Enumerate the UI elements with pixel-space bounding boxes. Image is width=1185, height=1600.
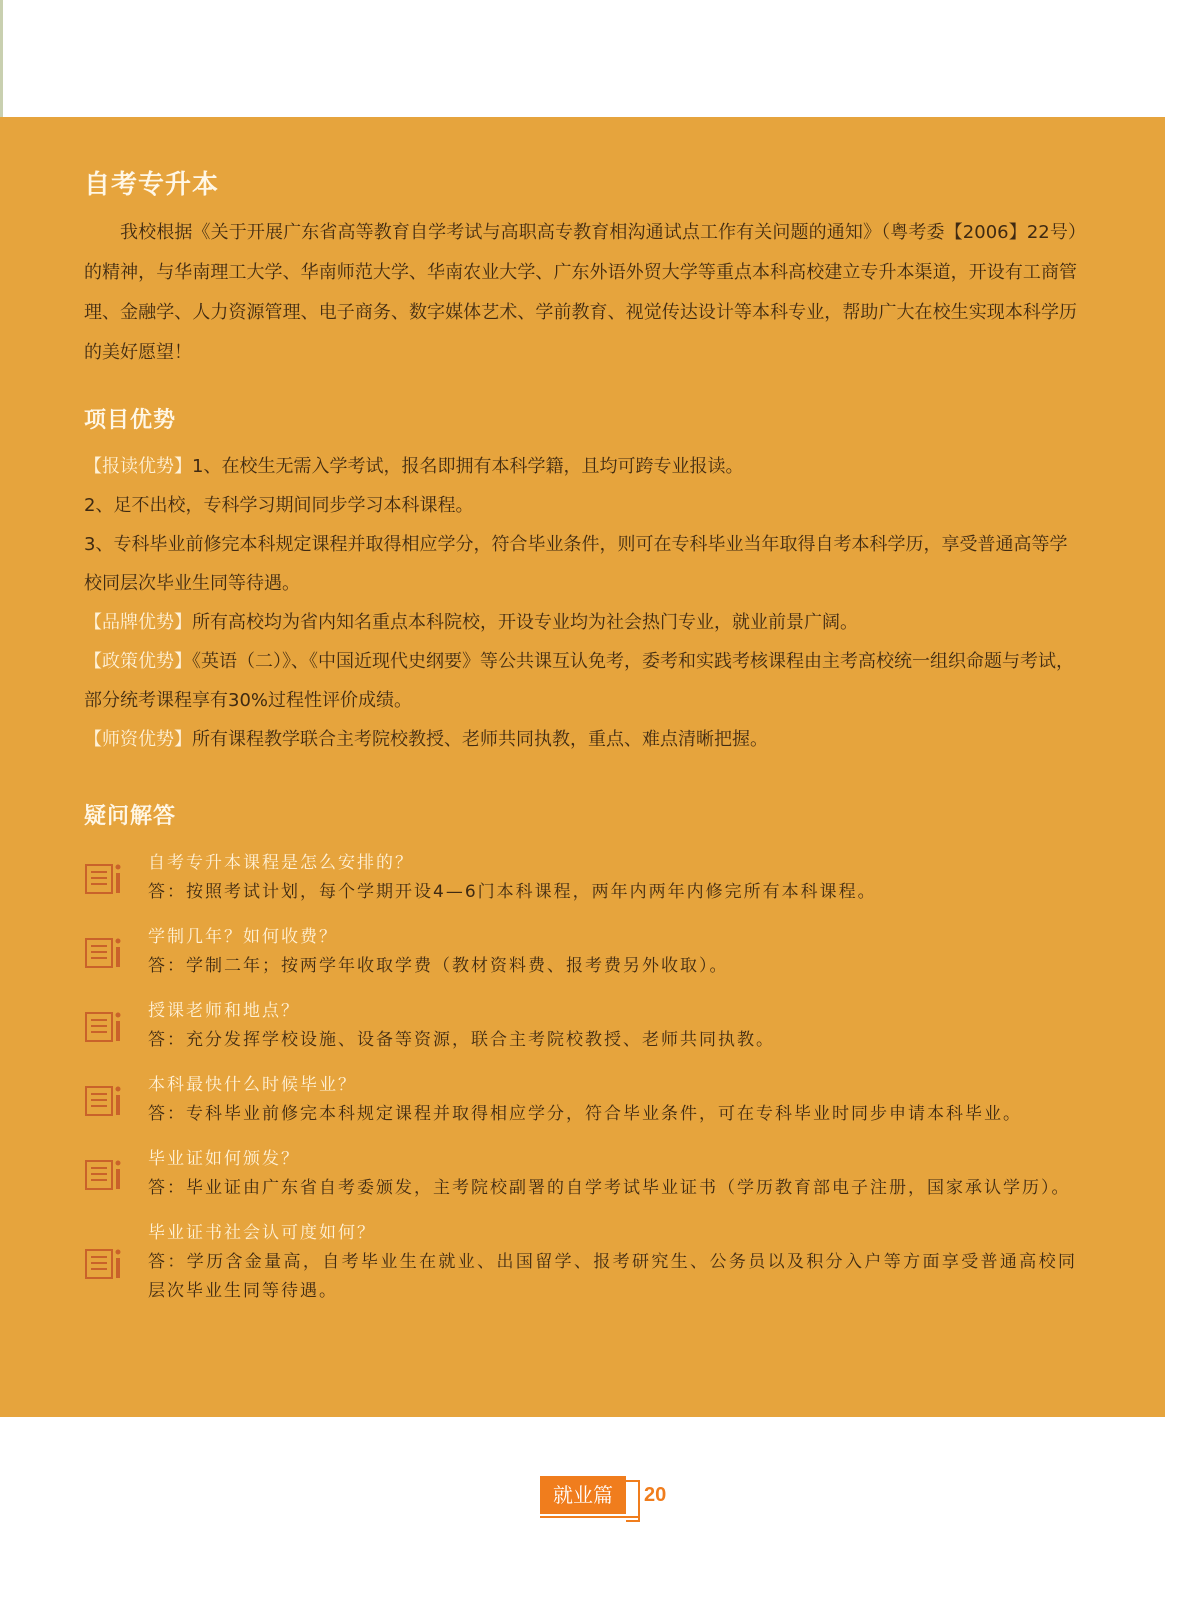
advantage-item <box>84 603 1077 642</box>
faq-question: 授课老师和地点？ <box>148 1001 300 1021</box>
faq-list <box>84 849 1077 1306</box>
page-number: 20 <box>644 1484 667 1506</box>
faq-question: 学制几年？如何收费？ <box>148 927 338 947</box>
faq-text <box>148 1145 1077 1203</box>
faq-text <box>148 923 1077 981</box>
footer-underline <box>540 1516 638 1518</box>
advantage-text: 1、在校生无需入学考试，报名即拥有本科学籍，且均可跨专业报读。 <box>192 456 744 477</box>
advantage-item <box>84 486 1077 525</box>
faq-item <box>84 1145 1077 1203</box>
advantage-text: 3、专科毕业前修完本科规定课程并取得相应学分，符合毕业条件，则可在专科毕业当年取得自考本科学历，享受普通高等学校同层次毕业生同等待遇。 <box>84 534 1068 594</box>
advantage-text: 所有课程教学联合主考院校教授、老师共同执教，重点、难点清晰把握。 <box>192 729 768 750</box>
faq-item <box>84 849 1077 907</box>
faq-answer: 答：按照考试计划，每个学期开设4—6门本科课程，两年内两年内修完所有本科课程。 <box>148 882 877 902</box>
advantage-item <box>84 447 1077 486</box>
section-label: 就业篇 <box>540 1476 626 1514</box>
faq-question: 毕业证书社会认可度如何？ <box>148 1223 376 1243</box>
faq-answer: 答：学历含金量高，自考毕业生在就业、出国留学、报考研究生、公务员以及积分入户等方面享受普通高校同层次毕业生同等待遇。 <box>148 1252 1077 1301</box>
advantage-tag: 【政策优势】 <box>84 651 192 672</box>
advantage-item <box>84 525 1077 603</box>
document-info-icon <box>84 1155 124 1193</box>
advantage-item <box>84 720 1077 759</box>
document-info-icon <box>84 933 124 971</box>
section-title-self-exam: 自考专升本 <box>84 170 220 200</box>
advantage-text: 所有高校均为省内知名重点本科院校，开设专业均为社会热门专业，就业前景广阔。 <box>192 612 858 633</box>
advantage-text: 《英语（二）》、《中国近现代史纲要》等公共课互认免考，委考和实践考核课程由主考高校统一组织命题与考试，部分统考课程享有30%过程性评价成绩。 <box>84 651 1074 711</box>
faq-text <box>148 1071 1077 1129</box>
faq-answer: 答：毕业证由广东省自考委颁发，主考院校副署的自学考试毕业证书（学历教育部电子注册，国家承认学历）。 <box>148 1178 1071 1198</box>
faq-text <box>148 1219 1077 1306</box>
faq-title: 疑问解答 <box>84 804 177 829</box>
faq-text <box>148 997 1077 1055</box>
document-info-icon <box>84 1244 124 1282</box>
advantage-tag: 【师资优势】 <box>84 729 192 750</box>
faq-answer: 答：学制二年；按两学年收取学费（教材资料费、报考费另外收取）。 <box>148 956 729 976</box>
advantage-tag: 【报读优势】 <box>84 456 192 477</box>
advantages-list <box>84 447 1077 759</box>
advantages-title: 项目优势 <box>84 408 177 433</box>
advantage-text: 2、足不出校，专科学习期间同步学习本科课程。 <box>84 495 474 516</box>
faq-answer: 答：充分发挥学校设施、设备等资源，联合主考院校教授、老师共同执教。 <box>148 1030 775 1050</box>
faq-item <box>84 1071 1077 1129</box>
content-panel <box>0 117 1165 1417</box>
advantage-item <box>84 642 1077 720</box>
faq-item <box>84 997 1077 1055</box>
faq-item <box>84 1219 1077 1306</box>
document-info-icon <box>84 1007 124 1045</box>
intro-paragraph: 我校根据《关于开展广东省高等教育自学考试与高职高专教育相沟通试点工作有关问题的通知》（粤考委【2006】22号）的精神，与华南理工大学、华南师范大学、华南农业大学、广东外语外贸大学等重点本科高校建立专升本渠道，开设有工商管理、金融学、人力资源管理、电子商务、数字媒体艺术、学前教育、视觉传达设计等本科专业，帮助广大在校生实现本科学历的美好愿望！ <box>84 222 1077 363</box>
document-info-icon <box>84 1081 124 1119</box>
faq-item <box>84 923 1077 981</box>
faq-question: 本科最快什么时候毕业？ <box>148 1075 357 1095</box>
document-info-icon <box>84 859 124 897</box>
left-edge-strip <box>0 0 3 117</box>
faq-text <box>148 849 1077 907</box>
faq-question: 毕业证如何颁发？ <box>148 1149 300 1169</box>
advantage-tag: 【品牌优势】 <box>84 612 192 633</box>
faq-answer: 答：专科毕业前修完本科规定课程并取得相应学分，符合毕业条件，可在专科毕业时同步申请本科毕业。 <box>148 1104 1022 1124</box>
faq-question: 自考专升本课程是怎么安排的？ <box>148 853 414 873</box>
